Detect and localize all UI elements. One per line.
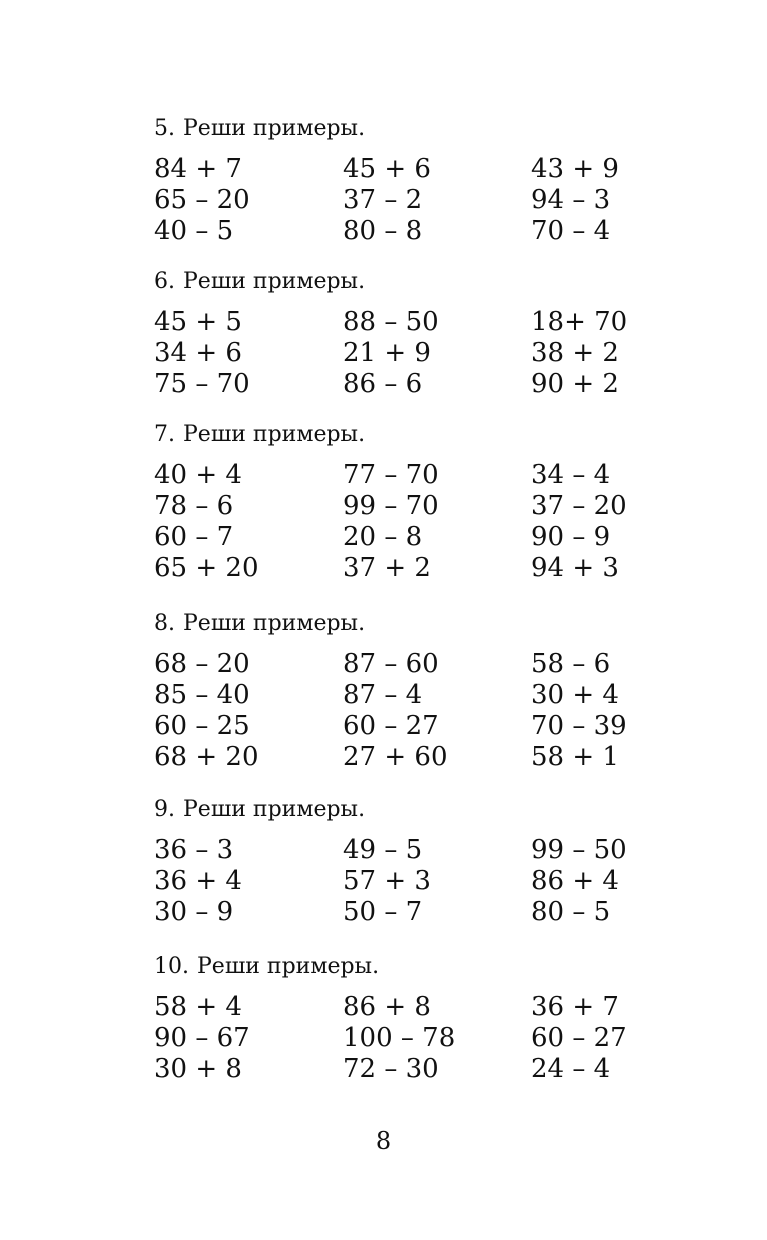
exercise: 85 – 40: [154, 680, 250, 710]
task-instruction: Реши примеры.: [183, 116, 366, 141]
exercise: 36 – 3: [154, 835, 234, 865]
exercise: 60 – 27: [531, 1023, 627, 1053]
exercise: 99 – 50: [531, 835, 627, 865]
exercise: 37 + 2: [343, 553, 431, 583]
exercise: 60 – 7: [154, 522, 234, 552]
exercise: 70 – 39: [531, 711, 627, 741]
exercise-grid: [154, 992, 674, 1085]
exercise: 34 + 6: [154, 338, 242, 368]
exercise: 87 – 60: [343, 649, 439, 679]
exercise: 88 – 50: [343, 307, 439, 337]
exercise-grid: [154, 649, 674, 773]
task-instruction: Реши примеры.: [183, 269, 366, 294]
task-instruction: Реши примеры.: [183, 422, 366, 447]
exercise: 65 – 20: [154, 185, 250, 215]
exercise: 36 + 4: [154, 866, 242, 896]
task-instruction: Реши примеры.: [183, 611, 366, 636]
exercise: 58 + 1: [531, 742, 619, 772]
exercise: 30 + 4: [531, 680, 619, 710]
task-10: [154, 954, 674, 1085]
exercise: 80 – 5: [531, 897, 611, 927]
exercise: 86 + 8: [343, 992, 431, 1022]
exercise: 90 – 9: [531, 522, 611, 552]
exercise: 49 – 5: [343, 835, 423, 865]
task-title: [154, 422, 674, 448]
exercise: 18+ 70: [531, 307, 628, 337]
exercise: 27 + 60: [343, 742, 448, 772]
exercise: 24 – 4: [531, 1054, 611, 1084]
exercise: 60 – 25: [154, 711, 250, 741]
exercise: 57 + 3: [343, 866, 431, 896]
task-number: 9.: [154, 797, 175, 822]
exercise: 30 + 8: [154, 1054, 242, 1084]
exercise: 80 – 8: [343, 216, 423, 246]
exercise: 68 + 20: [154, 742, 259, 772]
task-title: [154, 797, 674, 823]
exercise: 99 – 70: [343, 491, 439, 521]
exercise: 68 – 20: [154, 649, 250, 679]
exercise: 45 + 5: [154, 307, 242, 337]
page-number: 8: [375, 1127, 392, 1155]
exercise: 43 + 9: [531, 154, 619, 184]
exercise: 50 – 7: [343, 897, 423, 927]
task-5: [154, 116, 674, 247]
task-title: [154, 954, 674, 980]
exercise: 58 – 6: [531, 649, 611, 679]
task-number: 5.: [154, 116, 175, 141]
exercise: 77 – 70: [343, 460, 439, 490]
task-number: 10.: [154, 954, 189, 979]
exercise: 34 – 4: [531, 460, 611, 490]
exercise: 90 + 2: [531, 369, 619, 399]
exercise: 65 + 20: [154, 553, 259, 583]
exercise: 94 – 3: [531, 185, 611, 215]
task-title: [154, 269, 674, 295]
exercise: 84 + 7: [154, 154, 242, 184]
exercise: 90 – 67: [154, 1023, 250, 1053]
exercise: 58 + 4: [154, 992, 242, 1022]
exercise: 87 – 4: [343, 680, 423, 710]
exercise: 36 + 7: [531, 992, 619, 1022]
exercise-grid: [154, 460, 674, 584]
task-9: [154, 797, 674, 928]
task-number: 8.: [154, 611, 175, 636]
task-instruction: Реши примеры.: [183, 797, 366, 822]
exercise: 86 – 6: [343, 369, 423, 399]
exercise: 94 + 3: [531, 553, 619, 583]
task-number: 6.: [154, 269, 175, 294]
exercise: 86 + 4: [531, 866, 619, 896]
exercise: 30 – 9: [154, 897, 234, 927]
task-instruction: Реши примеры.: [197, 954, 380, 979]
task-number: 7.: [154, 422, 175, 447]
exercise: 40 + 4: [154, 460, 242, 490]
exercise-grid: [154, 835, 674, 928]
exercise: 20 – 8: [343, 522, 423, 552]
exercise-grid: [154, 307, 674, 400]
exercise: 78 – 6: [154, 491, 234, 521]
task-6: [154, 269, 674, 400]
exercise: 60 – 27: [343, 711, 439, 741]
exercise: 45 + 6: [343, 154, 431, 184]
exercise: 37 – 20: [531, 491, 627, 521]
task-title: [154, 611, 674, 637]
exercise: 72 – 30: [343, 1054, 439, 1084]
exercise: 21 + 9: [343, 338, 431, 368]
exercise: 100 – 78: [343, 1023, 456, 1053]
exercise: 37 – 2: [343, 185, 423, 215]
exercise: 40 – 5: [154, 216, 234, 246]
exercise: 70 – 4: [531, 216, 611, 246]
exercise: 75 – 70: [154, 369, 250, 399]
task-8: [154, 611, 674, 773]
task-7: [154, 422, 674, 584]
task-title: [154, 116, 674, 142]
exercise-grid: [154, 154, 674, 247]
exercise: 38 + 2: [531, 338, 619, 368]
